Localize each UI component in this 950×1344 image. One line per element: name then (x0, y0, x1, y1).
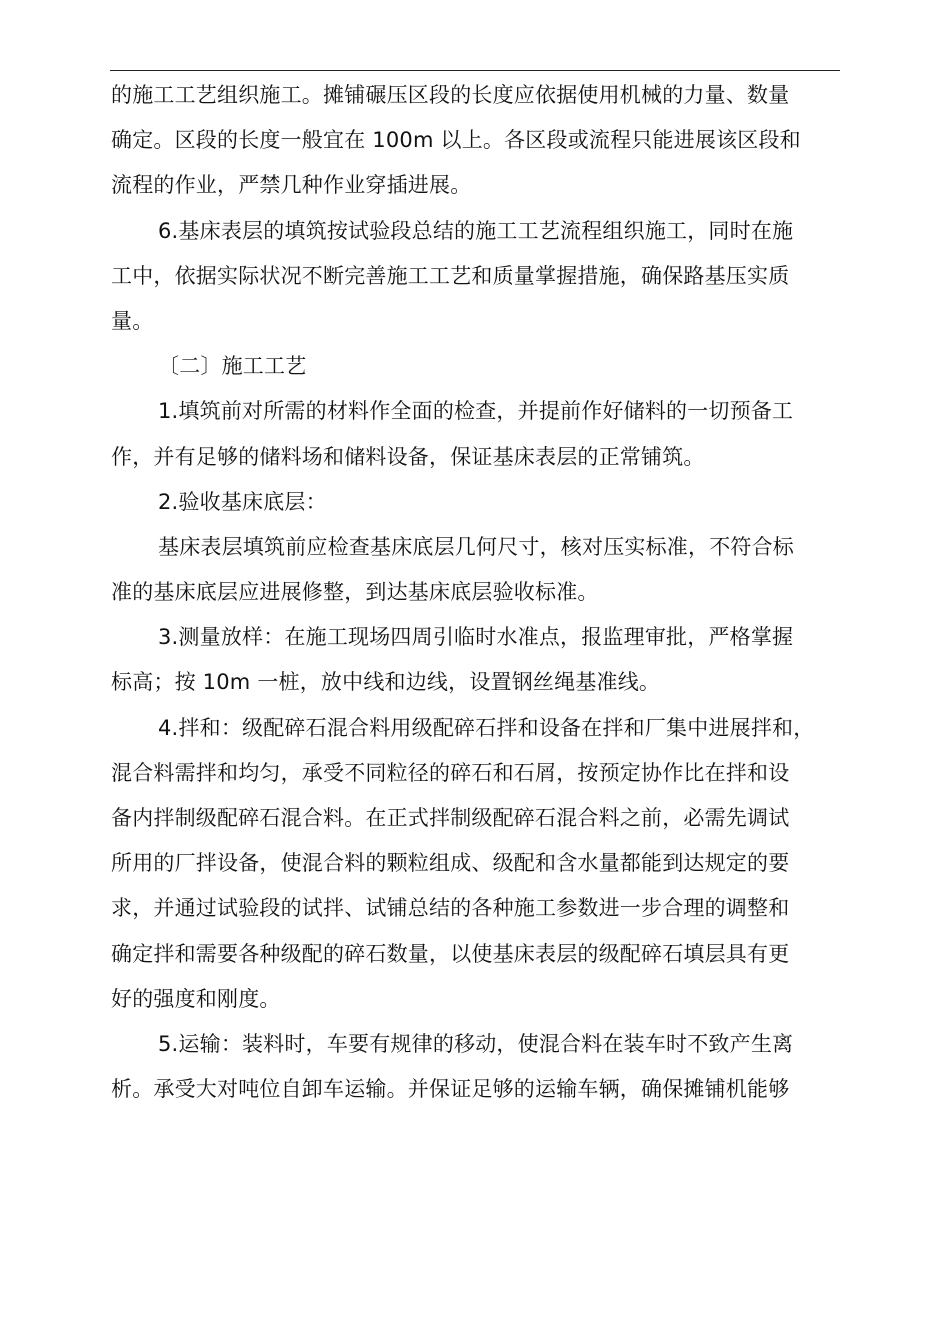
text-line: 量。 (111, 308, 154, 333)
text-line: 流程的作业，严禁几种作业穿插进展。 (111, 173, 472, 198)
text-line: 确定。区段的长度一般宜在 100m 以上。各区段或流程只能进展该区段和 (111, 128, 801, 153)
text-line: 确定拌和需要各种级配的碎石数量，以使基床表层的级配碎石填层具有更 (111, 941, 790, 966)
text-line: 4.拌和：级配碎石混合料用级配碎石拌和设备在拌和厂集中进展拌和， (158, 715, 815, 740)
text-line: 1.填筑前对所需的材料作全面的检查，并提前作好储料的一切预备工 (158, 399, 794, 424)
text-line: 5.运输：装料时，车要有规律的移动，使混合料在装车时不致产生离 (158, 1031, 794, 1056)
text-line: 所用的厂拌设备，使混合料的颗粒组成、级配和含水量都能到达规定的要 (111, 851, 790, 876)
text-line: 工中，依据实际状况不断完善施工工艺和质量掌握措施，确保路基压实质 (111, 263, 790, 288)
text-line: 标高；按 10m 一桩，放中线和边线，设置钢丝绳基准线。 (111, 670, 661, 695)
text-line: 求，并通过试验段的试拌、试铺总结的各种施工参数进一步合理的调整和 (111, 896, 790, 921)
text-line: 作，并有足够的储料场和储料设备，保证基床表层的正常铺筑。 (111, 444, 705, 469)
text-line: 2.验收基床底层： (158, 489, 327, 514)
text-line: 备内拌制级配碎石混合料。在正式拌制级配碎石混合料之前，必需先调试 (111, 806, 790, 830)
text-line: 3.测量放样：在施工现场四周引临时水准点，报监理审批，严格掌握 (158, 625, 794, 650)
document-body (111, 73, 841, 1112)
text-line: 析。承受大对吨位自卸车运输。并保证足够的运输车辆，确保摊铺机能够 (111, 1077, 790, 1102)
section-heading: 〔二〕施工工艺 (158, 354, 307, 379)
text-line: 准的基床底层应进展修整，到达基床底层验收标准。 (111, 580, 599, 605)
text-line: 基床表层填筑前应检查基床底层几何尺寸，核对压实标准，不符合标 (158, 534, 794, 559)
header-rule (110, 70, 840, 71)
text-line: 混合料需拌和均匀，承受不同粒径的碎石和石屑，按预定协作比在拌和设 (111, 760, 790, 785)
text-line: 好的强度和刚度。 (111, 986, 281, 1011)
text-line: 的施工工艺组织施工。摊铺碾压区段的长度应依据使用机械的力量、数量 (111, 83, 790, 107)
text-line: 6.基床表层的填筑按试验段总结的施工工艺流程组织施工，同时在施 (158, 218, 794, 243)
